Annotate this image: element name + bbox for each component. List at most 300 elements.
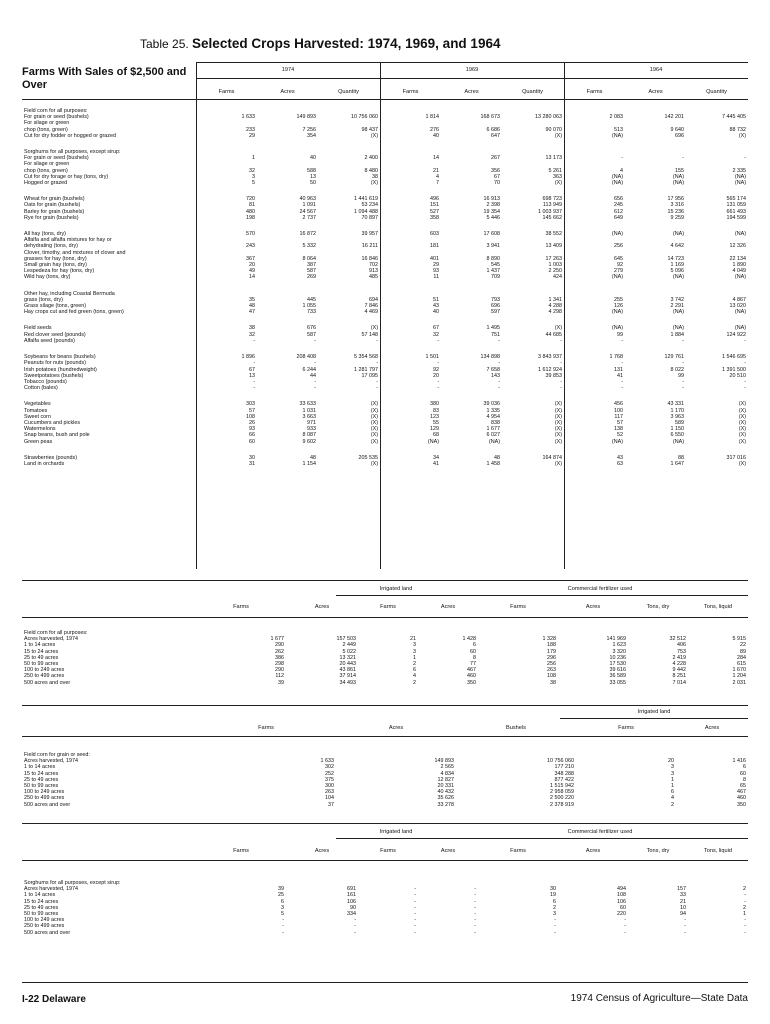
- cell-value: 1 055: [302, 303, 316, 310]
- row-label: 15 to 24 acres: [24, 770, 59, 777]
- cell-value: 597: [491, 309, 500, 316]
- cell-value: 20: [249, 262, 255, 269]
- cell-value: -: [414, 911, 416, 918]
- cell-value: 194 599: [726, 214, 746, 221]
- cell-value: 676: [307, 325, 316, 332]
- cell-value: 838: [491, 419, 500, 426]
- section-gap: [22, 391, 748, 401]
- cell-value: -: [376, 385, 378, 392]
- cell-value: -: [554, 923, 556, 930]
- cell-value: 753: [677, 648, 686, 655]
- cell-value: (NA): [611, 309, 623, 316]
- row-label: 1 to 14 acres: [24, 764, 56, 771]
- row-label: Rye for grain (bushels): [24, 214, 79, 221]
- cell-value: 1: [671, 776, 674, 783]
- cell-value: 8: [473, 654, 476, 661]
- row-label: Field corn for grain or seed:: [24, 752, 90, 758]
- cell-value: -: [437, 337, 439, 344]
- cell-value: (NA): [611, 231, 623, 238]
- cell-value: -: [744, 892, 746, 899]
- cell-value: -: [684, 923, 686, 930]
- cell-value: 1 391 500: [722, 366, 746, 373]
- cell-value: 5 354 568: [354, 354, 378, 361]
- cell-value: 8 022: [670, 366, 684, 373]
- cell-value: 106: [347, 898, 356, 905]
- cell-value: 117: [614, 413, 623, 420]
- cell-value: -: [682, 378, 684, 385]
- cell-value: 1 814: [425, 114, 439, 121]
- cell-value: 751: [491, 331, 500, 338]
- cell-value: 3 843 937: [538, 354, 562, 361]
- cell-value: (NA): [734, 180, 746, 187]
- cell-value: 32: [249, 331, 255, 338]
- cell-value: 6: [743, 764, 746, 771]
- cell-value: 971: [307, 419, 316, 426]
- cell-value: 7 256: [302, 126, 316, 133]
- cell-value: 41: [433, 460, 439, 467]
- cell-value: 263: [547, 667, 556, 674]
- cell-value: 2: [743, 904, 746, 911]
- cell-value: (X): [370, 407, 378, 414]
- cell-value: (X): [370, 325, 378, 332]
- cell-value: 13: [249, 372, 255, 379]
- cell-value: 38 552: [545, 231, 562, 238]
- cell-value: 10: [680, 904, 686, 911]
- cell-value: 589: [675, 419, 684, 426]
- row-label: Cut for dry fodder or hogged or grazed: [24, 132, 116, 139]
- cell-value: 60: [620, 904, 626, 911]
- cell-value: 93: [249, 426, 255, 433]
- cell-value: 4 954: [486, 413, 500, 420]
- cell-value: -: [684, 929, 686, 936]
- field-corn-fertilizer-table: [22, 630, 748, 686]
- cell-value: (X): [554, 325, 562, 332]
- page-number: I-22 Delaware: [22, 994, 86, 1005]
- cell-value: 696: [675, 132, 684, 139]
- cell-value: 1: [743, 911, 746, 918]
- row-label: Alfalfa seed (pounds): [24, 337, 75, 344]
- cell-value: 8 251: [672, 673, 686, 680]
- cell-value: 7: [436, 180, 439, 187]
- cell-value: (X): [738, 407, 746, 414]
- cell-value: 16 913: [483, 196, 500, 203]
- column-header: Quantity: [706, 89, 727, 95]
- cell-value: 4 298: [548, 309, 562, 316]
- row-label: For silage or green: [24, 120, 70, 127]
- cell-value: -: [474, 886, 476, 893]
- cell-value: 7 014: [672, 679, 686, 686]
- cell-value: 149 893: [434, 758, 454, 765]
- top-rule: [196, 62, 748, 63]
- cell-value: 21: [410, 636, 416, 643]
- cell-value: 269: [307, 274, 316, 281]
- section-rule: [22, 580, 748, 581]
- row-label: 25 to 49 acres: [24, 904, 59, 911]
- section-gap: [22, 315, 748, 325]
- cell-value: 205 535: [358, 454, 378, 461]
- cell-value: 424: [553, 274, 562, 281]
- cell-value: 16 846: [361, 255, 378, 262]
- cell-value: 1 169: [670, 262, 684, 269]
- cell-value: 298: [275, 661, 284, 668]
- cell-value: 1 328: [542, 636, 556, 643]
- cell-value: (X): [554, 438, 562, 445]
- cell-value: 181: [430, 243, 439, 250]
- cell-value: 30: [550, 886, 556, 893]
- cell-value: 14: [249, 274, 255, 281]
- table-row: [22, 680, 748, 686]
- cell-value: -: [744, 917, 746, 924]
- cell-value: 198: [246, 214, 255, 221]
- row-label: 25 to 49 acres: [24, 776, 59, 783]
- column-header: Tons, liquid: [704, 604, 732, 610]
- cell-value: 39 616: [609, 667, 626, 674]
- cell-value: 356: [491, 167, 500, 174]
- cell-value: 83: [433, 407, 439, 414]
- cell-value: 4 049: [732, 268, 746, 275]
- cell-value: 100: [614, 407, 623, 414]
- section-gap: [22, 445, 748, 455]
- row-label: grasses for hay (tons, dry): [24, 255, 87, 262]
- column-header: Acres: [314, 848, 330, 854]
- cell-value: 38: [550, 679, 556, 686]
- section-rule: [22, 860, 748, 861]
- cell-value: 164 874: [542, 454, 562, 461]
- cell-value: 8 890: [486, 255, 500, 262]
- left-heading: Farms With Sales of $2,500 and Over: [22, 66, 187, 91]
- row-label: Lespedeza for hay (tons, dry): [24, 268, 95, 275]
- cell-value: 375: [325, 776, 334, 783]
- cell-value: -: [498, 385, 500, 392]
- cell-value: 8: [743, 776, 746, 783]
- cell-value: 157: [677, 886, 686, 893]
- cell-value: 603: [430, 231, 439, 238]
- cell-value: -: [744, 923, 746, 930]
- cell-value: 55: [433, 419, 439, 426]
- row-label: 100 to 249 acres: [24, 917, 65, 924]
- cell-value: 13 321: [339, 654, 356, 661]
- cell-value: 2 400: [364, 155, 378, 162]
- cell-value: 7 846: [364, 303, 378, 310]
- cell-value: 2: [743, 886, 746, 893]
- field-corn-grain-table: [22, 752, 748, 808]
- cell-value: (NA): [611, 438, 623, 445]
- cell-value: 1 633: [241, 114, 255, 121]
- cell-value: 92: [433, 366, 439, 373]
- cell-value: 17 608: [483, 231, 500, 238]
- cell-value: (X): [554, 180, 562, 187]
- cell-value: 17 263: [545, 255, 562, 262]
- cell-value: -: [314, 385, 316, 392]
- cell-value: 3: [671, 764, 674, 771]
- cell-value: 26: [249, 419, 255, 426]
- row-label: Sweetpotatoes (bushels): [24, 372, 84, 379]
- cell-value: 10 236: [609, 654, 626, 661]
- cell-value: 290: [275, 642, 284, 649]
- cell-value: 6: [553, 898, 556, 905]
- cell-value: 4 228: [672, 661, 686, 668]
- cell-value: (X): [738, 401, 746, 408]
- cell-value: -: [414, 886, 416, 893]
- cell-value: -: [314, 378, 316, 385]
- cell-value: 7 658: [486, 366, 500, 373]
- bottom-rule: [22, 982, 748, 983]
- cell-value: 9 442: [672, 667, 686, 674]
- cell-value: 108: [617, 892, 626, 899]
- cell-value: 2 958 059: [550, 789, 574, 796]
- cell-value: 90 070: [545, 126, 562, 133]
- row-label: 50 to 99 acres: [24, 911, 59, 918]
- cell-value: 1 170: [670, 407, 684, 414]
- row-label: Oats for grain (bushels): [24, 202, 81, 209]
- column-header: Tons, dry: [646, 604, 670, 610]
- section-rule: [22, 736, 748, 737]
- row-label: Soybeans for beans (bushels): [24, 354, 96, 361]
- cell-value: 3 963: [670, 413, 684, 420]
- row-label: Clover, timothy, and mixtures of clover and: [24, 249, 126, 256]
- cell-value: (NA): [672, 274, 684, 281]
- cell-value: 570: [246, 231, 255, 238]
- column-header: Acres: [704, 725, 720, 731]
- cell-value: 94: [680, 911, 686, 918]
- cell-value: 300: [325, 783, 334, 790]
- cell-value: 6 027: [486, 432, 500, 439]
- row-label: Acres harvested, 1974: [24, 636, 78, 643]
- cell-value: 3 941: [486, 243, 500, 250]
- cell-value: -: [744, 378, 746, 385]
- cell-value: 112: [275, 673, 284, 680]
- year-header: 1969: [465, 67, 479, 73]
- cell-value: 565 174: [726, 196, 746, 203]
- cell-value: 40 963: [299, 196, 316, 203]
- cell-value: 1 623: [612, 642, 626, 649]
- cell-value: -: [314, 337, 316, 344]
- cell-value: (X): [554, 401, 562, 408]
- column-header: Acres: [585, 848, 601, 854]
- cell-value: 4: [620, 167, 623, 174]
- cell-value: 367: [246, 255, 255, 262]
- cell-value: -: [474, 917, 476, 924]
- cell-value: 1 670: [732, 667, 746, 674]
- cell-value: 3: [413, 642, 416, 649]
- cell-value: 179: [547, 648, 556, 655]
- cell-value: 656: [614, 196, 623, 203]
- cell-value: (X): [370, 432, 378, 439]
- cell-value: -: [414, 898, 416, 905]
- cell-value: (NA): [611, 132, 623, 139]
- table-heading: Selected Crops Harvested: 1974, 1969, and 1964: [192, 36, 501, 51]
- cell-value: 2 335: [732, 167, 746, 174]
- cell-value: 8 064: [302, 255, 316, 262]
- cell-value: 2 250: [548, 268, 562, 275]
- cell-value: 3 316: [670, 202, 684, 209]
- table-number: Table 25.: [140, 37, 189, 51]
- cell-value: 386: [275, 654, 284, 661]
- cell-value: 485: [369, 274, 378, 281]
- cell-value: (NA): [611, 173, 623, 180]
- cell-value: 57: [617, 419, 623, 426]
- cell-value: 1 003: [548, 262, 562, 269]
- cell-value: 588: [307, 167, 316, 174]
- cell-value: 1 501: [425, 354, 439, 361]
- cell-value: 5 332: [302, 243, 316, 250]
- cell-value: 40: [310, 155, 316, 162]
- cell-value: 38: [372, 173, 378, 180]
- cell-value: 467: [737, 789, 746, 796]
- cell-value: 39: [278, 679, 284, 686]
- cell-value: 2 419: [672, 654, 686, 661]
- cell-value: 77: [470, 661, 476, 668]
- cell-value: 89: [740, 648, 746, 655]
- cell-value: 43 861: [339, 667, 356, 674]
- cell-value: 17 956: [667, 196, 684, 203]
- row-label: Red clover seed (pounds): [24, 331, 86, 338]
- row-label: 500 acres and over: [24, 801, 71, 808]
- row-label: Grass silage (tons, green): [24, 303, 87, 310]
- cell-value: 363: [553, 173, 562, 180]
- cell-value: 14: [433, 155, 439, 162]
- cell-value: 67: [249, 366, 255, 373]
- column-header: Farms: [233, 848, 249, 854]
- cell-value: (NA): [672, 231, 684, 238]
- cell-value: 2: [553, 904, 556, 911]
- cell-value: 358: [430, 214, 439, 221]
- cell-value: 24 567: [299, 208, 316, 215]
- cell-value: 2 291: [670, 303, 684, 310]
- cell-value: 123: [430, 413, 439, 420]
- cell-value: 1: [671, 783, 674, 790]
- cell-value: 43 331: [667, 401, 684, 408]
- cell-value: 149 893: [296, 114, 316, 121]
- cell-value: (X): [554, 413, 562, 420]
- column-header: Quantity: [522, 89, 543, 95]
- cell-value: 1 890: [732, 262, 746, 269]
- cell-value: 1 341: [548, 296, 562, 303]
- cell-value: 793: [491, 296, 500, 303]
- cell-value: 694: [369, 296, 378, 303]
- section-gap: [22, 139, 748, 149]
- cell-value: 30: [249, 454, 255, 461]
- section-gap: [22, 186, 748, 196]
- row-label: 50 to 99 acres: [24, 783, 59, 790]
- table-row: [22, 461, 748, 467]
- cell-value: 25: [278, 892, 284, 899]
- cell-value: 81: [249, 202, 255, 209]
- cell-value: 256: [547, 661, 556, 668]
- cell-value: 661 493: [726, 208, 746, 215]
- cell-value: 496: [430, 196, 439, 203]
- row-label: Acres harvested, 1974: [24, 758, 78, 765]
- cell-value: 145 662: [542, 214, 562, 221]
- cell-value: 68: [433, 432, 439, 439]
- cell-value: (X): [738, 426, 746, 433]
- row-label: Acres harvested, 1974: [24, 886, 78, 893]
- cell-value: 2 737: [302, 214, 316, 221]
- column-header: Acres: [440, 604, 456, 610]
- cell-value: 60: [249, 438, 255, 445]
- cell-value: 177 210: [554, 764, 574, 771]
- cell-value: 350: [737, 801, 746, 808]
- cell-value: -: [437, 360, 439, 367]
- row-label: Tomatoes: [24, 407, 48, 414]
- cell-value: 296: [547, 654, 556, 661]
- cell-value: -: [474, 904, 476, 911]
- cell-value: 334: [347, 911, 356, 918]
- cell-value: 6 244: [302, 366, 316, 373]
- main-table: [22, 108, 748, 467]
- cell-value: 20: [433, 372, 439, 379]
- column-header: Tons, liquid: [704, 848, 732, 854]
- cell-value: 13 280 063: [535, 114, 562, 121]
- cell-value: (X): [554, 426, 562, 433]
- cell-value: (X): [738, 432, 746, 439]
- cell-value: 702: [369, 262, 378, 269]
- column-header: Farms: [380, 848, 396, 854]
- cell-value: 401: [430, 255, 439, 262]
- cell-value: 6 550: [670, 432, 684, 439]
- row-label: Field corn for all purposes:: [24, 108, 88, 114]
- column-header: Acres: [648, 89, 663, 95]
- cell-value: 141 969: [606, 636, 626, 643]
- cell-value: 208 408: [296, 354, 316, 361]
- cell-value: 113 949: [542, 202, 562, 209]
- cell-value: 4 642: [670, 243, 684, 250]
- sorghum-table: [22, 880, 748, 936]
- cell-value: 245: [614, 202, 623, 209]
- cell-value: -: [253, 337, 255, 344]
- cell-value: 2 083: [609, 114, 623, 121]
- cell-value: (NA): [672, 180, 684, 187]
- cell-value: 11: [433, 274, 439, 281]
- cell-value: 4 469: [364, 309, 378, 316]
- row-label: Cut for dry forage or hay (tons, dry): [24, 173, 109, 180]
- cell-value: 5 446: [486, 214, 500, 221]
- cell-value: 4: [413, 673, 416, 680]
- row-label: Tobacco (pounds): [24, 378, 67, 385]
- cell-value: 1: [413, 654, 416, 661]
- cell-value: (X): [370, 419, 378, 426]
- cell-value: 35: [249, 296, 255, 303]
- row-label: 1 to 14 acres: [24, 892, 56, 899]
- cell-value: 2 378 919: [550, 801, 574, 808]
- cell-value: -: [376, 378, 378, 385]
- cell-value: 1 031: [302, 407, 316, 414]
- cell-value: 34 493: [339, 679, 356, 686]
- cell-value: 4: [671, 795, 674, 802]
- cell-value: 48: [249, 303, 255, 310]
- cell-value: 1 204: [732, 673, 746, 680]
- cell-value: 13 409: [545, 243, 562, 250]
- cell-value: 445: [307, 296, 316, 303]
- cell-value: 13 020: [729, 303, 746, 310]
- cell-value: -: [437, 385, 439, 392]
- cell-value: 263: [325, 789, 334, 796]
- cell-value: (NA): [734, 274, 746, 281]
- section-gap: [22, 281, 748, 291]
- cell-value: 350: [467, 679, 476, 686]
- cell-value: -: [682, 360, 684, 367]
- cell-value: 2 449: [342, 642, 356, 649]
- cell-value: 3 742: [670, 296, 684, 303]
- cell-value: 17 095: [361, 372, 378, 379]
- section-gap: [22, 221, 748, 231]
- row-label: Irish potatoes (hundredweight): [24, 366, 97, 373]
- group-rule: [560, 718, 748, 719]
- cell-value: 3 663: [302, 413, 316, 420]
- cell-value: 16 211: [361, 243, 378, 250]
- cell-value: 276: [430, 126, 439, 133]
- cell-value: 698 723: [542, 196, 562, 203]
